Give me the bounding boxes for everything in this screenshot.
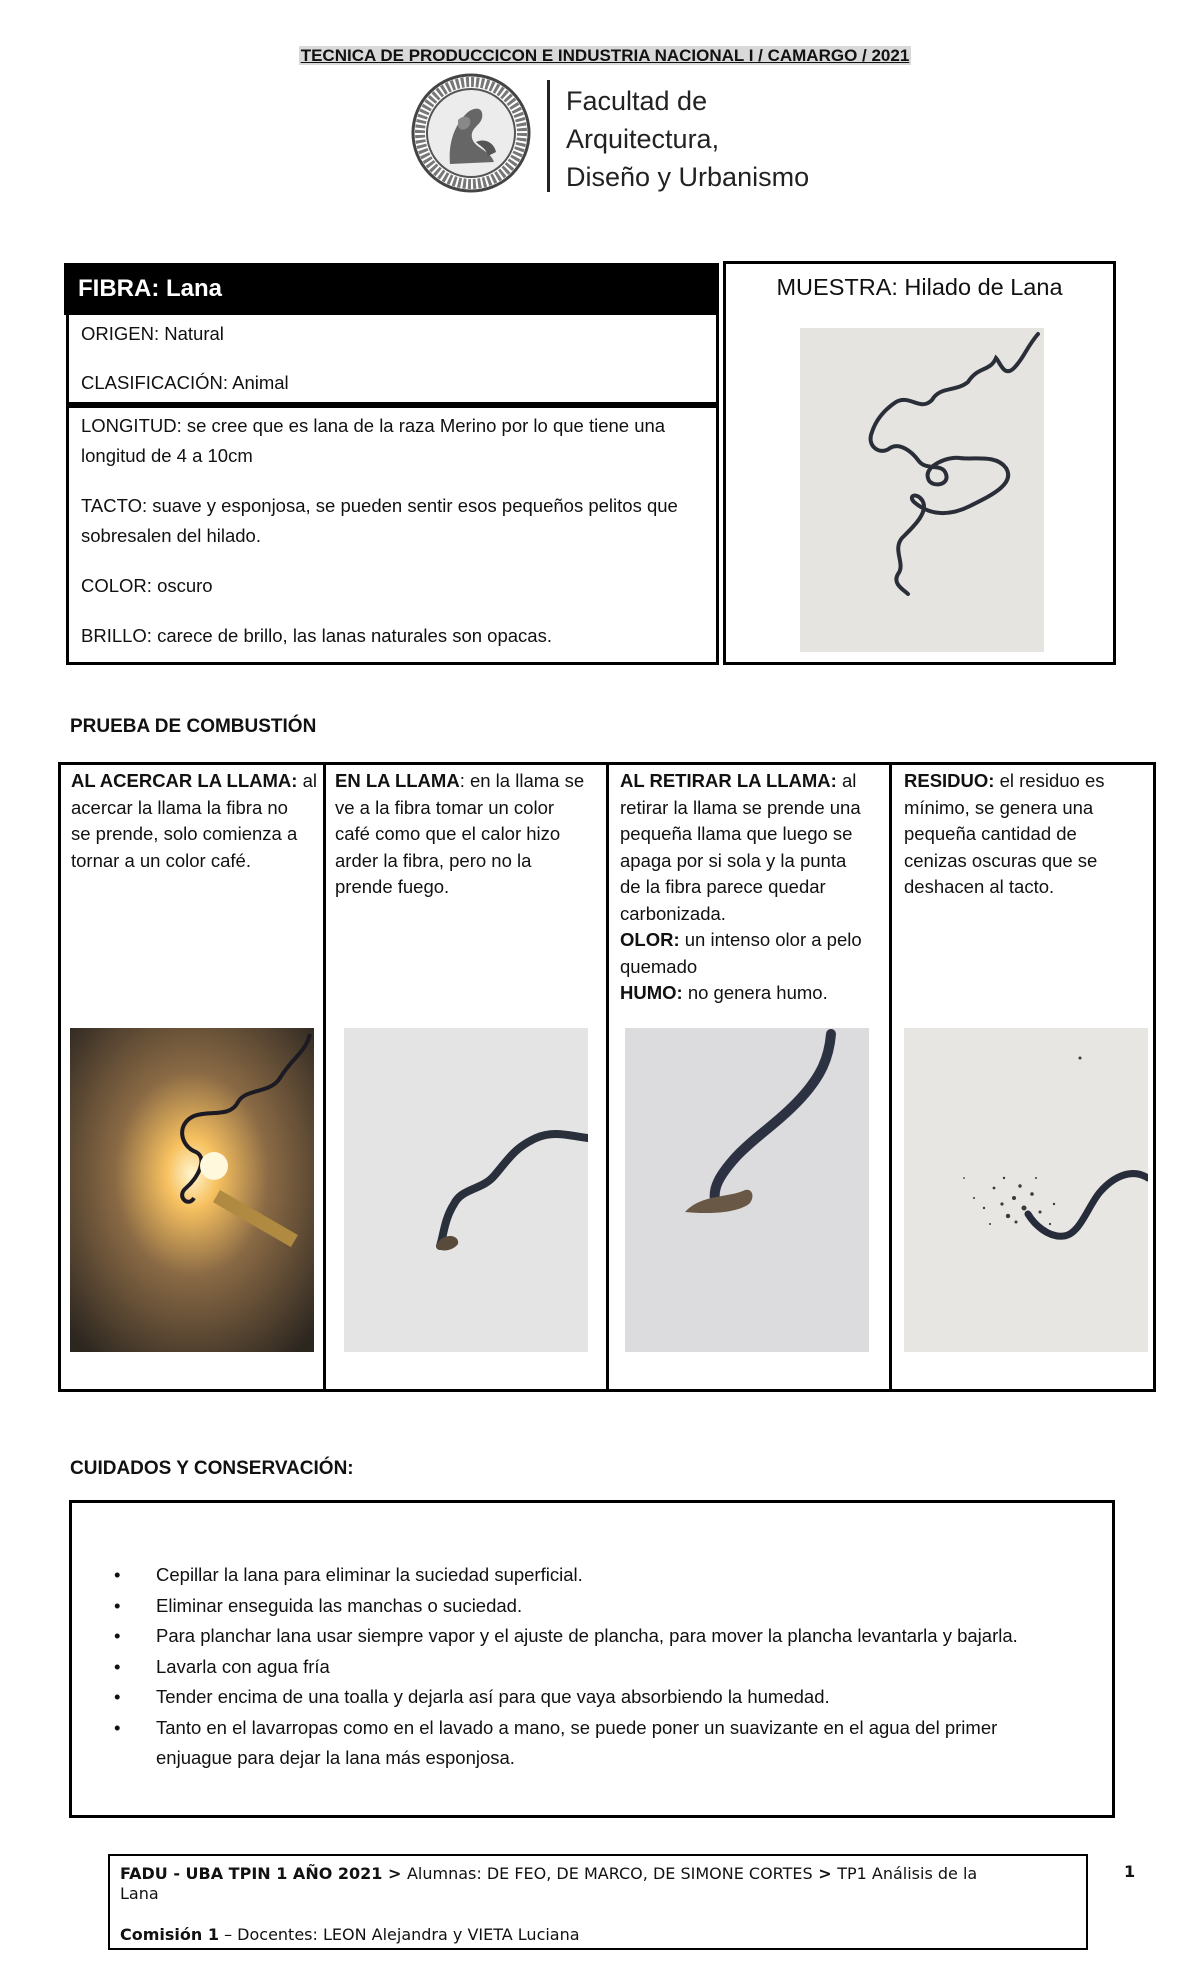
wool-yarn-sample-photo — [800, 328, 1044, 652]
flame-label: EN LA LLAMA — [335, 770, 460, 791]
residue-line-4: cenizas oscuras que se — [904, 849, 1098, 871]
footer-docentes: – Docentes: LEON Alejandra y VIETA Luciana — [218, 1925, 580, 1944]
combustion-cell-withdraw — [620, 768, 890, 1007]
care-item: • Para planchar lana usar siempre vapor y el ajuste de plancha, para mover la plancha levantarla y bajarla. — [114, 1621, 1074, 1652]
flame-line-4: arder la fibra, pero no la — [335, 849, 532, 871]
withdraw-line-3: pequeña llama que luego se — [620, 823, 853, 844]
footer-line-2 — [120, 1925, 580, 1945]
ash-residue-photo — [904, 1028, 1148, 1352]
residue-line-5: deshacen al tacto. — [904, 876, 1055, 897]
footer-separator-2: > — [812, 1864, 838, 1883]
footer-students: Alumnas: DE FEO, DE MARCO, DE SIMONE CORTES — [406, 1864, 813, 1883]
care-item: • Lavarla con agua fría — [114, 1652, 1074, 1683]
withdraw-line-6: carbonizada. — [620, 902, 726, 924]
withdraw-label: AL RETIRAR LA LLAMA: — [620, 770, 837, 791]
fiber-after-flame-photo — [625, 1028, 869, 1352]
care-list — [114, 1560, 1074, 1774]
university-seal-logo — [410, 72, 532, 194]
longitud-text-1: LONGITUD: se cree que es lana de la raza Merino por lo que tiene una — [81, 415, 666, 436]
combustion-cell-residue — [904, 768, 1154, 901]
care-section-title: CUIDADOS Y CONSERVACIÓN: — [70, 1458, 354, 1479]
humo-text: no genera humo. — [682, 982, 828, 1003]
withdraw-line-4: apaga por si sola y la punta — [620, 849, 847, 871]
brillo-text: BRILLO: carece de brillo, las lanas naturales son opacas. — [81, 625, 552, 646]
flame-line-1: : en la llama se — [459, 770, 585, 791]
withdraw-line-1: al — [836, 770, 857, 791]
combustion-section-title: PRUEBA DE COMBUSTIÓN — [70, 716, 317, 737]
flame-approach-photo — [70, 1028, 314, 1352]
table-divider-2 — [606, 762, 609, 1392]
footer-line-1 — [120, 1864, 1080, 1884]
flame-line-2: ve a la fibra tomar un color — [335, 796, 555, 818]
logo-divider — [547, 80, 550, 192]
longitud-text-2: longitud de 4 a 10cm — [81, 445, 253, 466]
care-item-continuation: enjuague para dejar la lana más esponjosa. — [156, 1747, 515, 1768]
withdraw-line-5: de la fibra parece quedar — [620, 876, 826, 897]
logo-line-3: Diseño y Urbanismo — [566, 162, 810, 192]
care-item: • Cepillar la lana para eliminar la suciedad superficial. — [114, 1560, 1074, 1591]
humo-label: HUMO: — [620, 982, 683, 1003]
logo-line-1: Facultad de — [566, 86, 708, 116]
residue-label: RESIDUO: — [904, 770, 995, 791]
footer-course: FADU - UBA TPIN 1 AÑO 2021 — [120, 1864, 383, 1883]
care-item: • Tanto en el lavarropas como en el lavado a mano, se puede poner un suavizante en el agua del primer — [114, 1713, 1074, 1744]
approach-line-3: se prende, solo comienza a — [71, 823, 298, 844]
tacto-text-2: sobresalen del hilado. — [81, 525, 261, 546]
approach-label: AL ACERCAR LA LLAMA: — [71, 770, 298, 791]
footer-tp: TP1 Análisis de la — [837, 1864, 978, 1883]
residue-line-1: el residuo es — [994, 770, 1105, 791]
withdraw-line-2: retirar la llama se prende una — [620, 796, 861, 818]
fibra-title: FIBRA: Lana — [78, 275, 222, 302]
combustion-cell-approach — [71, 768, 321, 874]
approach-line-4: tornar a un color café. — [71, 849, 251, 871]
color-text: COLOR: oscuro — [81, 575, 213, 596]
care-item: • Eliminar enseguida las manchas o suciedad. — [114, 1591, 1074, 1622]
combustion-cell-flame — [335, 768, 605, 901]
tacto-text-1: TACTO: suave y esponjosa, se pueden sentir esos pequeños pelitos que — [81, 495, 678, 516]
page-number: 1 — [1124, 1862, 1136, 1881]
header-title: TECNICA DE PRODUCCICON E INDUSTRIA NACIONAL I / CAMARGO / 2021 — [300, 46, 910, 65]
approach-line-2: acercar la llama la fibra no — [71, 796, 288, 818]
olor-line-2: quemado — [620, 955, 698, 977]
footer-tp-continued: Lana — [120, 1884, 159, 1903]
fibra-title-bar — [64, 263, 719, 315]
faculty-logo-text — [566, 82, 809, 196]
olor-line-1: un intenso olor a pelo — [679, 929, 862, 950]
logo-line-2: Arquitectura, — [566, 124, 720, 154]
footer-comision: Comisión 1 — [120, 1925, 219, 1944]
footer-separator-1: > — [382, 1864, 407, 1883]
document-header — [0, 46, 1200, 66]
sample-title: MUESTRA: Hilado de Lana — [776, 274, 1063, 300]
residue-line-3: pequeña cantidad de — [904, 823, 1077, 844]
flame-line-5: prende fuego. — [335, 876, 450, 897]
care-item: • Tender encima de una toalla y dejarla así para que vaya absorbiendo la humedad. — [114, 1682, 1074, 1713]
residue-line-2: mínimo, se genera una — [904, 796, 1094, 818]
flame-line-3: café como que el calor hizo — [335, 823, 561, 844]
clasificacion-text: CLASIFICACIÓN: Animal — [81, 372, 289, 393]
approach-line-1: al — [297, 770, 317, 791]
table-divider-1 — [323, 762, 326, 1392]
fiber-in-flame-photo — [344, 1028, 588, 1352]
olor-label: OLOR: — [620, 929, 680, 950]
origen-text: ORIGEN: Natural — [81, 323, 224, 344]
